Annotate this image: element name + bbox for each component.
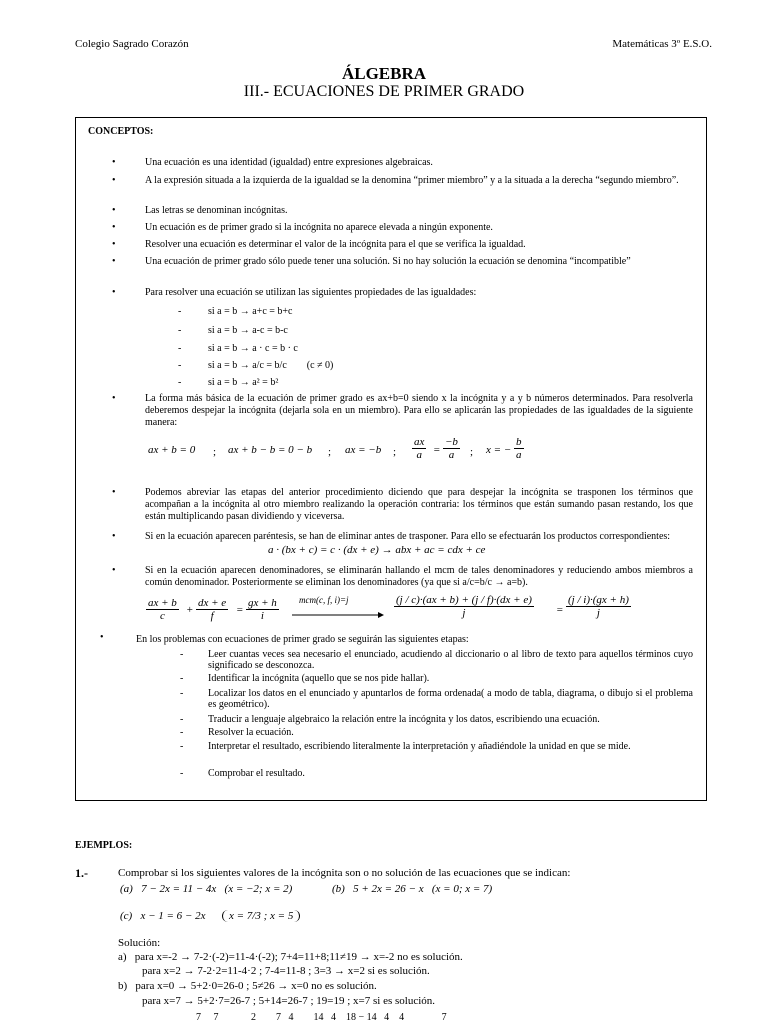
stage-item: Leer cuantas veces sea necesario el enunciado, acudiendo al diccionario o al libro de texto para aquellos términos cuyo significado se desconozca. <box>208 649 693 671</box>
separator: ; <box>328 446 332 458</box>
equals: = <box>556 604 564 616</box>
concept-item: Una ecuación de primer grado sólo puede tener una solución. Si no hay solución la ecuación se denomina “incompatible” <box>145 256 631 267</box>
dash: - <box>178 325 182 336</box>
page-subtitle: III.- ECUACIONES DE PRIMER GRADO <box>243 83 525 100</box>
concept-item: Para resolver una ecuación se utilizan las siguientes propiedades de las igualdades: <box>145 287 477 298</box>
dash: - <box>180 673 184 684</box>
concept-item: Un ecuación es de primer grado si la incógnita no aparece elevada a ningún exponente. <box>145 222 493 233</box>
dash: - <box>180 649 184 660</box>
stage-item: Comprobar el resultado. <box>208 768 305 779</box>
fraction <box>196 597 228 622</box>
bullet-icon: • <box>112 239 116 250</box>
page-title: ÁLGEBRA <box>341 64 427 83</box>
bullet-icon: • <box>112 287 116 298</box>
fraction <box>146 597 179 622</box>
bullet-icon: • <box>112 565 116 576</box>
dash: - <box>178 343 182 354</box>
fraction <box>566 594 631 619</box>
bullet-icon: • <box>112 393 116 404</box>
stage-item: Resolver la ecuación. <box>208 727 294 738</box>
fraction <box>514 436 524 461</box>
numerator: dx + e <box>198 597 227 609</box>
numerator: (j / c)·(ax + b) + (j / f)·(dx + e) <box>396 594 532 606</box>
denominator: f <box>210 610 214 622</box>
dash: - <box>178 306 182 317</box>
dash: - <box>178 360 182 371</box>
fraction <box>443 436 460 461</box>
dash: - <box>180 727 184 738</box>
bullet-icon: • <box>100 632 104 643</box>
header-subject: Matemáticas 3º E.S.O. <box>612 38 712 50</box>
bullet-icon: • <box>112 256 116 267</box>
numerator: ax + b <box>148 597 177 609</box>
solution-line: b) para x=0 → 5+2·0=26-0 ; 5≠26 → x=0 no es solución. <box>118 980 377 992</box>
concept-item: Resolver una ecuación es determinar el valor de la incógnita para el que se verifica la igualdad. <box>145 239 526 250</box>
equation-c-values: x = 7/3 ; x = 5 <box>222 910 300 922</box>
separator: ; <box>470 446 474 458</box>
fraction <box>412 436 426 461</box>
fraction <box>394 594 534 619</box>
property: si a = b → a² = b² <box>208 377 279 388</box>
formula: x = − <box>486 444 512 456</box>
denominator: a <box>416 449 422 461</box>
equation-b: (b) 5 + 2x = 26 − x (x = 0; x = 7) <box>332 883 493 895</box>
property: si a = b → a+c = b+c <box>208 306 293 317</box>
bullet-icon: • <box>112 157 116 168</box>
equals: = <box>433 444 441 456</box>
dash: - <box>180 714 184 725</box>
concept-item: Si en la ecuación aparecen denominadores, se eliminarán hallando el mcm de tales denominadores y reduciendo ambos miembros a común denominador. Posteriormente se eliminan los denominadores (ya que si a/c=b/c → a=b). <box>145 565 693 588</box>
examples-heading: EJEMPLOS: <box>75 840 133 851</box>
fraction <box>246 597 279 622</box>
solution-line: a) para x=-2 → 7-2·(-2)=11-4·(-2); 7+4=11+8;11≠19 → x=-2 no es solución. <box>118 951 463 963</box>
solution-heading: Solución: <box>118 937 161 949</box>
formula: ax + b − b = 0 − b <box>228 444 313 456</box>
bullet-icon: • <box>112 531 116 542</box>
bullet-icon: • <box>112 487 116 498</box>
bullet-icon: • <box>112 222 116 233</box>
exercise-statement: Comprobar si los siguientes valores de la incógnita son o no solución de las ecuaciones que se indican: <box>118 867 571 879</box>
denominator: j <box>462 607 466 619</box>
exercise-number: 1.- <box>75 866 88 880</box>
concept-item: Las letras se denominan incógnitas. <box>145 205 288 216</box>
header-school: Colegio Sagrado Corazón <box>75 38 189 50</box>
concept-item: Si en la ecuación aparecen paréntesis, se han de eliminar antes de trasponer. Para ello se efectuarán los productos correspondientes: <box>145 531 671 542</box>
stage-item: Traducir a lenguaje algebraico la relación entre la incógnita y los datos, escribiendo una ecuación. <box>208 714 600 725</box>
concept-item: En los problemas con ecuaciones de primer grado se seguirán las siguientes etapas: <box>136 634 469 645</box>
concepts-heading: CONCEPTOS: <box>88 126 154 137</box>
stage-item: Identificar la incógnita (aquello que se nos pide hallar). <box>208 673 430 684</box>
property: si a = b → a-c = b-c <box>208 325 288 336</box>
numerator: ax <box>414 436 425 448</box>
numerator: −b <box>445 436 458 448</box>
denominator: a <box>448 449 455 461</box>
stage-item: Localizar los datos en el enunciado y apuntarlos de forma ordenada( a modo de tabla, diagrama, o dibujo si el problema es geométrico). <box>208 688 693 710</box>
dash: - <box>180 768 184 779</box>
equals: = <box>236 604 244 616</box>
property: si a = b → a · c = b · c <box>208 343 298 354</box>
concept-item: A la expresión situada a la izquierda de la igualdad se la denomina “primer miembro” y a la situada a la derecha “segundo miembro”. <box>145 175 679 186</box>
concept-item: Una ecuación es una identidad (igualdad) entre expresiones algebraicas. <box>145 157 433 168</box>
separator: ; <box>393 446 397 458</box>
numerator: (j / i)·(gx + h) <box>568 594 629 606</box>
concept-item: La forma más básica de la ecuación de primer grado es ax+b=0 siendo x la incógnita y a y b números determinados. Para resolverla deberemos despejar la incógnita (dejarla sola en un miembro). Para ello se aplicarán las propiedades de las igualdades de la siguiente manera: <box>145 393 693 428</box>
dash: - <box>178 377 182 388</box>
formula: ax = −b <box>345 444 382 456</box>
arrow-label: mcm(c, f, i)=j <box>299 595 349 605</box>
concept-item: Podemos abreviar las etapas del anterior procedimiento diciendo que para despejar la incógnita se trasponen los términos que acompañan a la incógnita al otro miembro realizando la operación contraria: los términos que están sumando pasan restando, los que están multiplicando pasan dividiendo y viceversa. <box>145 487 693 522</box>
cut-line: 7 7 2 7 4 14 4 18 − 14 4 4 7 <box>196 1012 447 1023</box>
equation-c: (c) x − 1 = 6 − 2x <box>120 910 206 922</box>
denominator: a <box>516 449 522 461</box>
solution-line: para x=7 → 5+2·7=26-7 ; 5+14=26-7 ; 19=19 ; x=7 si es solución. <box>142 995 436 1007</box>
bullet-icon: • <box>112 205 116 216</box>
dash: - <box>180 688 184 699</box>
separator: ; <box>213 446 217 458</box>
dash: - <box>180 741 184 752</box>
property: si a = b → a/c = b/c (c ≠ 0) <box>208 360 334 371</box>
numerator: gx + h <box>248 597 277 609</box>
formula: a · (bx + c) = c · (dx + e) → abx + ac = cdx + ce <box>268 544 486 556</box>
arrow-icon <box>292 606 384 614</box>
denominator: i <box>260 610 264 622</box>
solution-line: para x=2 → 7-2·2=11-4·2 ; 7-4=11-8 ; 3=3 → x=2 si es solución. <box>142 965 430 977</box>
numerator: b <box>516 436 522 448</box>
bullet-icon: • <box>112 175 116 186</box>
denominator: j <box>596 607 600 619</box>
denominator: c <box>159 610 165 622</box>
plus: + <box>186 604 194 616</box>
formula: ax + b = 0 <box>148 444 196 456</box>
stage-item: Interpretar el resultado, escribiendo literalmente la interpretación y añadiéndole la unidad en que se mide. <box>208 741 631 752</box>
equation-a: (a) 7 − 2x = 11 − 4x (x = −2; x = 2) <box>120 883 293 895</box>
